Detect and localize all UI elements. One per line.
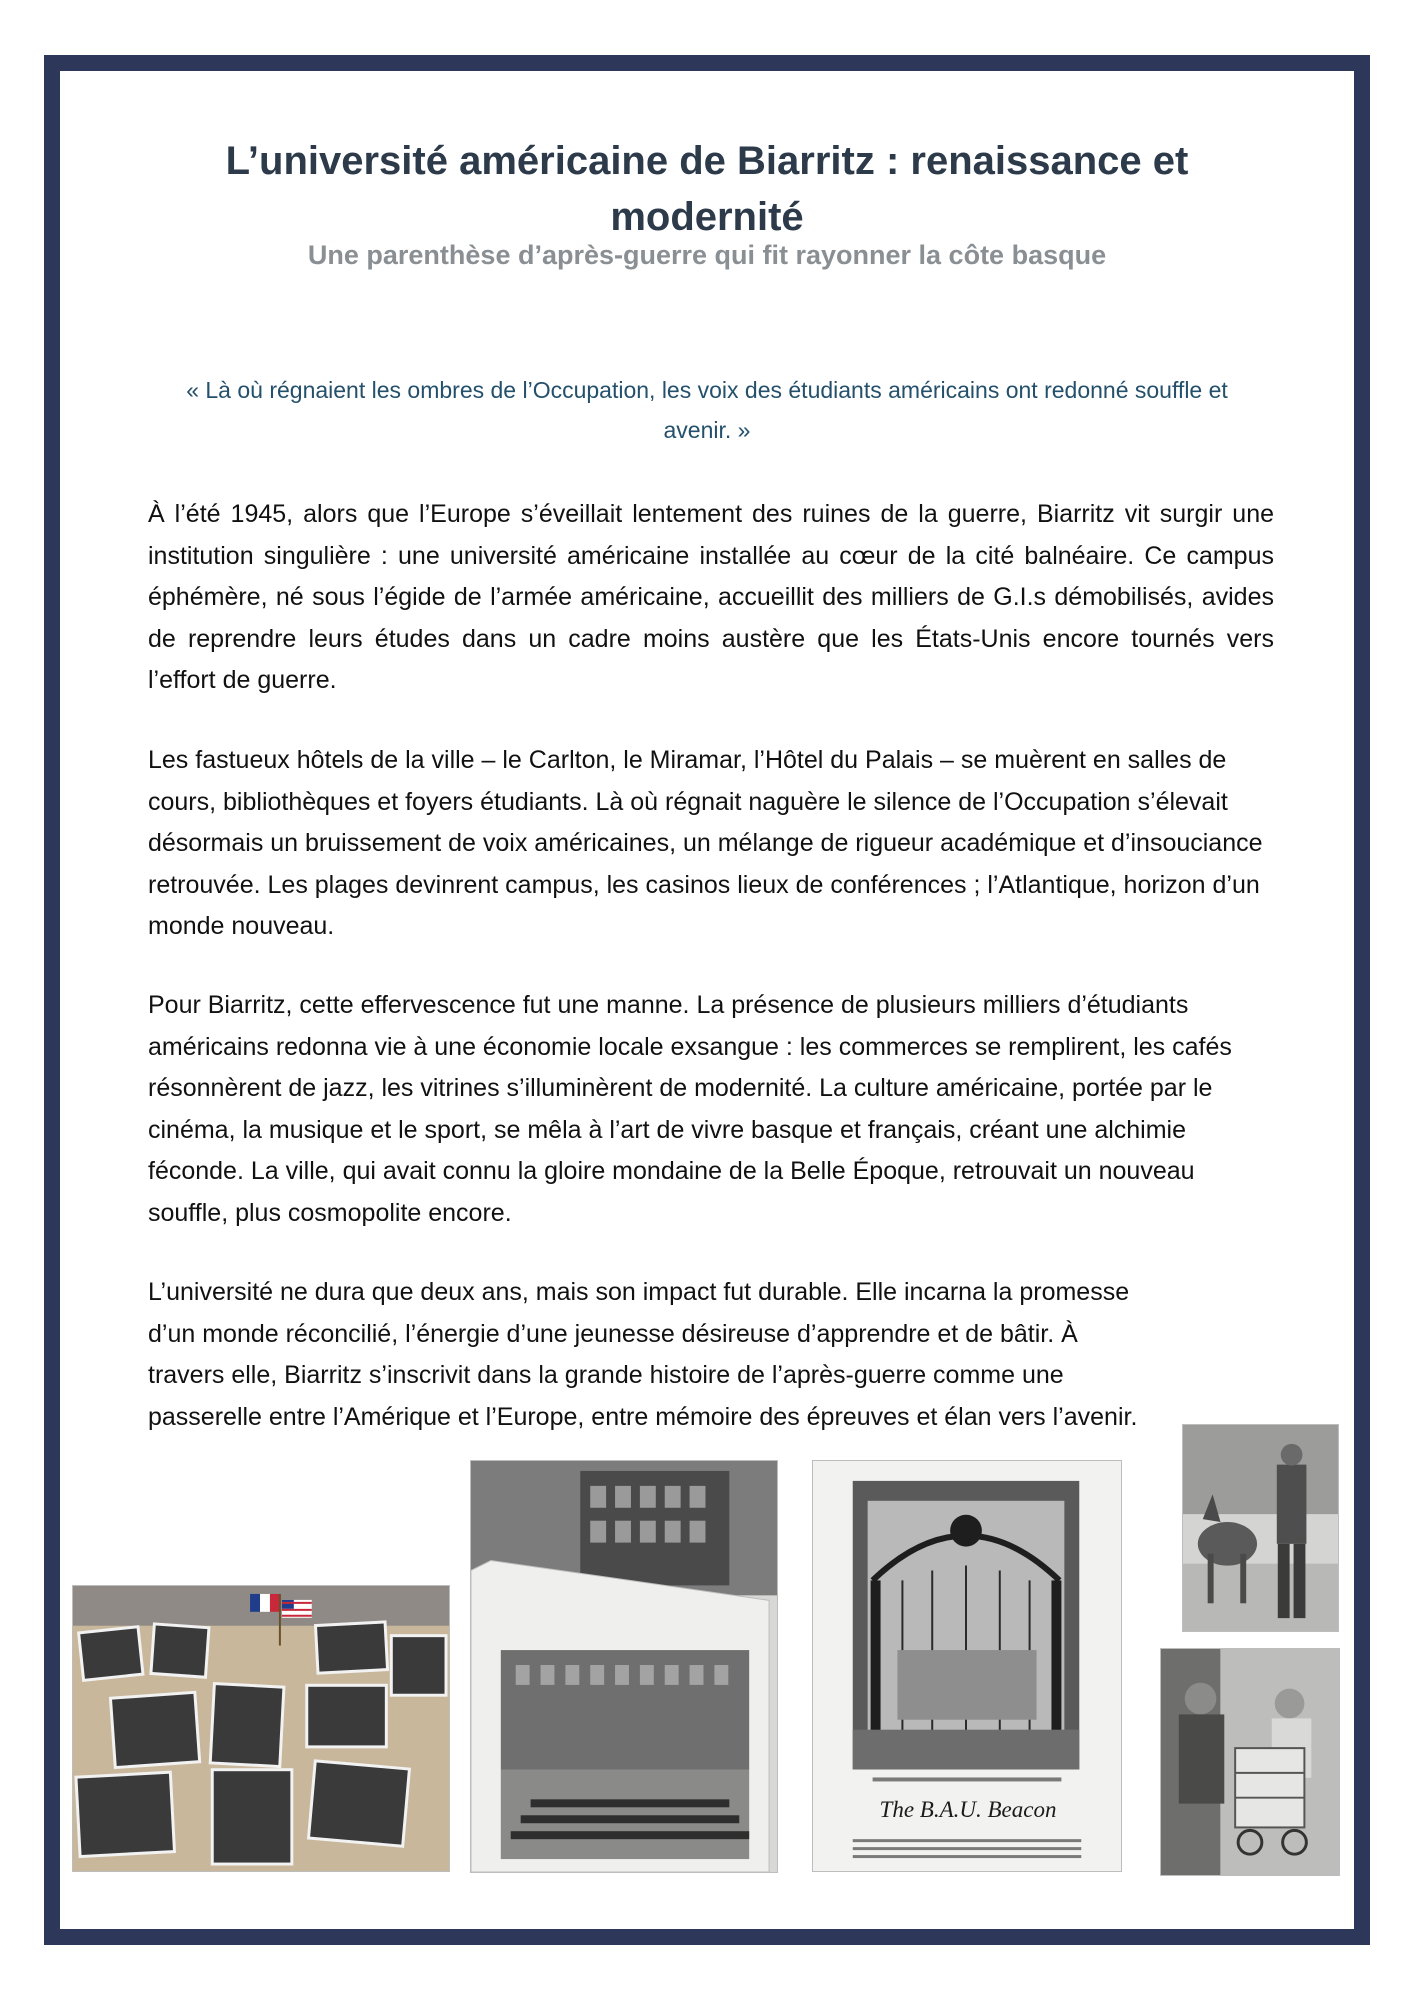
- page-subtitle: Une parenthèse d’après-guerre qui fit rayonner la côte basque: [307, 240, 1107, 270]
- paragraph-3: Pour Biarritz, cette effervescence fut une manne. La présence de plusieurs milliers d’étudiants américains redonna vie à une économie locale exsangue : les commerces se remplirent, les cafés résonnèrent de jazz, les vitrines s’illuminèrent de modernité. La culture américaine, portée par le cinéma, la musique et le sport, se mêla à l’art de vivre basque et français, créant une alchimie féconde. La ville, qui avait connu la gloire mondaine de la Belle Époque, retrouvait un nouveau souffle, plus cosmopolite encore.: [148, 991, 1232, 1227]
- bau-beacon-page-image: [812, 1460, 1122, 1872]
- archive-photos-table-image: [72, 1585, 450, 1872]
- beacon-caption: The B.A.U. Beacon: [879, 1797, 1057, 1822]
- soldier-with-donkey-image: [1182, 1424, 1339, 1632]
- hotel-parade-photos-image: [470, 1460, 778, 1873]
- pull-quote: « Là où régnaient les ombres de l’Occupation, les voix des étudiants américains ont redonné souffle et avenir. »: [186, 377, 1228, 443]
- paragraph-2: Les fastueux hôtels de la ville – le Carlton, le Miramar, l’Hôtel du Palais – se muèrent en salles de cours, bibliothèques et foyers étudiants. Là où régnait naguère le silence de l’Occupation s’élevait désormais un bruissement de voix américaines, un mélange de rigueur académique et d’insouciance retrouvée. Les plages devinrent campus, les casinos lieux de conférences ; l’Atlantique, horizon d’un monde nouveau.: [148, 746, 1263, 940]
- page-title: L’université américaine de Biarritz : renaissance et modernité: [225, 139, 1189, 239]
- paragraph-1: À l’été 1945, alors que l’Europe s’éveillait lentement des ruines de la guerre, Biarritz vit surgir une institution singulière : une université américaine installée au cœur de la cité balnéaire. Ce campus éphémère, né sous l’égide de l’armée américaine, accueillit des milliers de G.I.s démobilisés, avides de reprendre leurs études dans un cadre moins austère que les États-Unis encore tournés vers l’effort de guerre.: [148, 500, 1274, 694]
- soldier-street-vendor-image: [1160, 1648, 1340, 1876]
- paragraph-4: L’université ne dura que deux ans, mais son impact fut durable. Elle incarna la promesse d’un monde réconcilié, l’énergie d’une jeunesse désireuse d’apprendre et de bâtir. À travers elle, Biarritz s’inscrivit dans la grande histoire de l’après-guerre comme une passerelle entre l’Amérique et l’Europe, entre mémoire des épreuves et élan vers l’avenir.: [148, 1278, 1138, 1431]
